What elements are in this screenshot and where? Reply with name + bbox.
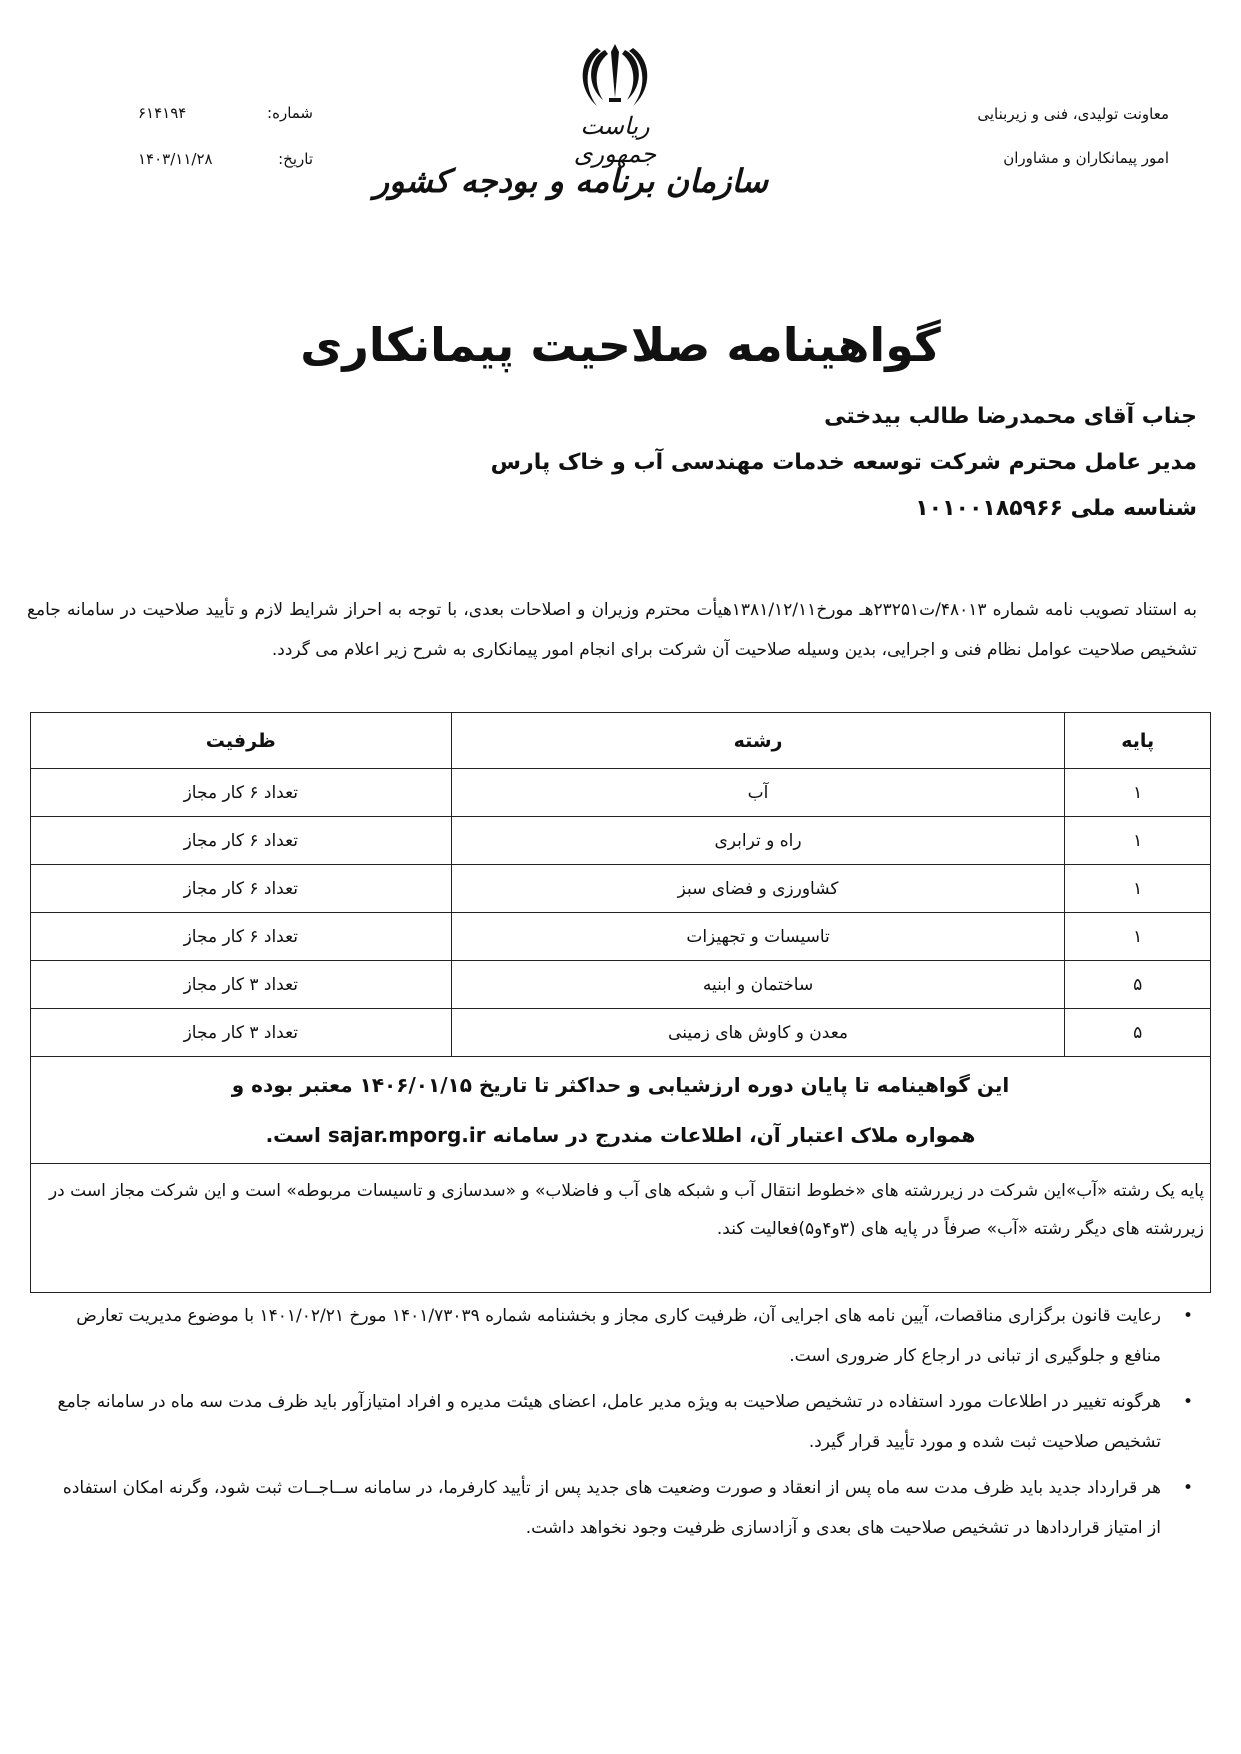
capacity-cell: تعداد ۶ کار مجاز <box>31 769 452 817</box>
addressee-position: مدیر عامل محترم شرکت توسعه خدمات مهندسی آب و خاک پارس <box>490 450 1197 475</box>
bullet-icon: • <box>1182 1392 1193 1412</box>
department-name: امور پیمانکاران و مشاوران <box>1003 149 1169 167</box>
list-item <box>57 1468 1197 1548</box>
table-row <box>31 913 1211 961</box>
table-row <box>31 817 1211 865</box>
table-row <box>31 1009 1211 1057</box>
note-cell: پایه یک رشته «آب»این شرکت در زیررشته های «خطوط انتقال آب و شبکه های آب و فاضلاب» و «سدسازی و تاسیسات مربوطه» است و این شرکت مجاز است در زیررشته های دیگر رشته «آب» صرفاً در پایه های (۳و۴و۵)فعالیت کند. <box>31 1164 1211 1293</box>
field-cell: آب <box>451 769 1065 817</box>
field-cell: کشاورزی و فضای سبز <box>451 865 1065 913</box>
table-header-row <box>31 713 1211 769</box>
intro-paragraph: به استناد تصویب نامه شماره ۴۸۰۱۳/ت۲۳۲۵۱هـ مورخ۱۳۸۱/۱۲/۱۱هیأت محترم وزیران و اصلاحات بعدی، با توجه به احراز شرایط لازم و تأیید صلاحیت در سامانه جامع تشخیص صلاحیت عوامل نظام فنی و اجرایی، بدین وسیله صلاحیت آن شرکت برای انجام امور پیمانکاری به شرح زیر اعلام می گردد. <box>27 600 1197 660</box>
list-item <box>57 1382 1197 1462</box>
header-field: رشته <box>451 713 1065 769</box>
national-emblem-icon <box>575 40 655 110</box>
addressee-name: جناب آقای محمدرضا طالب بیدختی <box>824 404 1197 429</box>
presidency-label: ریاست جمهوری <box>573 112 657 168</box>
grade-cell: ۱ <box>1065 817 1211 865</box>
letter-number: ۶۱۴۱۹۴ <box>138 104 187 122</box>
field-cell: راه و ترابری <box>451 817 1065 865</box>
grade-cell: ۵ <box>1065 1009 1211 1057</box>
capacity-cell: تعداد ۳ کار مجاز <box>31 1009 452 1057</box>
condition-text: هر قرارداد جدید باید ظرف مدت سه ماه پس از انعقاد و صورت وضعیت های جدید پس از تأیید کارفرما، در سامانه ســاجــات ثبت شود، وگرنه امکان استفاده از امتیاز قراردادها در تشخیص صلاحیت های بعدی و آزادسازی ظرفیت وجود نخواهد داشت. <box>62 1478 1161 1538</box>
letter-date: ۱۴۰۳/۱۱/۲۸ <box>138 150 213 168</box>
conditions-list <box>57 1296 1197 1554</box>
organization-logo-text: سازمان برنامه و بودجه کشور <box>373 162 768 200</box>
bullet-icon: • <box>1182 1306 1193 1326</box>
table-row <box>31 865 1211 913</box>
condition-text: هرگونه تغییر در اطلاعات مورد استفاده در تشخیص صلاحیت به ویژه مدیر عامل، اعضای هیئت مدیره و افراد امتیازآور باید ظرف مدت سه ماه در سامانه جامع تشخیص صلاحیت ثبت شده و مورد تأیید قرار گیرد. <box>57 1392 1161 1452</box>
capacity-cell: تعداد ۶ کار مجاز <box>31 865 452 913</box>
deputy-name: معاونت تولیدی، فنی و زیربنایی <box>977 105 1169 123</box>
field-cell: ساختمان و ابنیه <box>451 961 1065 1009</box>
table-row <box>31 769 1211 817</box>
department-block <box>977 92 1169 180</box>
validity-cell <box>31 1057 1211 1164</box>
note-row <box>31 1164 1211 1293</box>
certificate-title: گواهینامه صلاحیت پیمانکاری <box>300 318 941 372</box>
date-label: تاریخ: <box>278 150 313 168</box>
letter-meta <box>138 90 313 182</box>
validity-row <box>31 1057 1211 1164</box>
validity-line-1: این گواهینامه تا پایان دوره ارزشیابی و حداکثر تا تاریخ ۱۴۰۶/۰۱/۱۵ معتبر بوده و <box>231 1073 1010 1097</box>
list-item <box>57 1296 1197 1376</box>
condition-text: رعایت قانون برگزاری مناقصات، آیین نامه های اجرایی آن، ظرفیت کاری مجاز و بخشنامه شماره ۱۴۰۱/۷۳۰۳۹ مورخ ۱۴۰۱/۰۲/۲۱ با موضوع مدیریت تعارض منافع و جلوگیری از تبانی در ارجاع کار ضروری است. <box>76 1306 1161 1366</box>
header-grade: پایه <box>1065 713 1211 769</box>
field-cell: تاسیسات و تجهیزات <box>451 913 1065 961</box>
header-capacity: ظرفیت <box>31 713 452 769</box>
bullet-icon: • <box>1182 1478 1193 1498</box>
grade-cell: ۱ <box>1065 865 1211 913</box>
grade-cell: ۱ <box>1065 913 1211 961</box>
national-id: شناسه ملی ۱۰۱۰۰۱۸۵۹۶۶ <box>915 496 1197 521</box>
grade-cell: ۵ <box>1065 961 1211 1009</box>
capacity-cell: تعداد ۳ کار مجاز <box>31 961 452 1009</box>
validity-line-2: همواره ملاک اعتبار آن، اطلاعات مندرج در سامانه sajar.mporg.ir است. <box>265 1123 976 1147</box>
qualification-table <box>30 712 1211 1293</box>
capacity-cell: تعداد ۶ کار مجاز <box>31 817 452 865</box>
table-row <box>31 961 1211 1009</box>
capacity-cell: تعداد ۶ کار مجاز <box>31 913 452 961</box>
grade-cell: ۱ <box>1065 769 1211 817</box>
number-label: شماره: <box>267 104 313 122</box>
field-cell: معدن و کاوش های زمینی <box>451 1009 1065 1057</box>
